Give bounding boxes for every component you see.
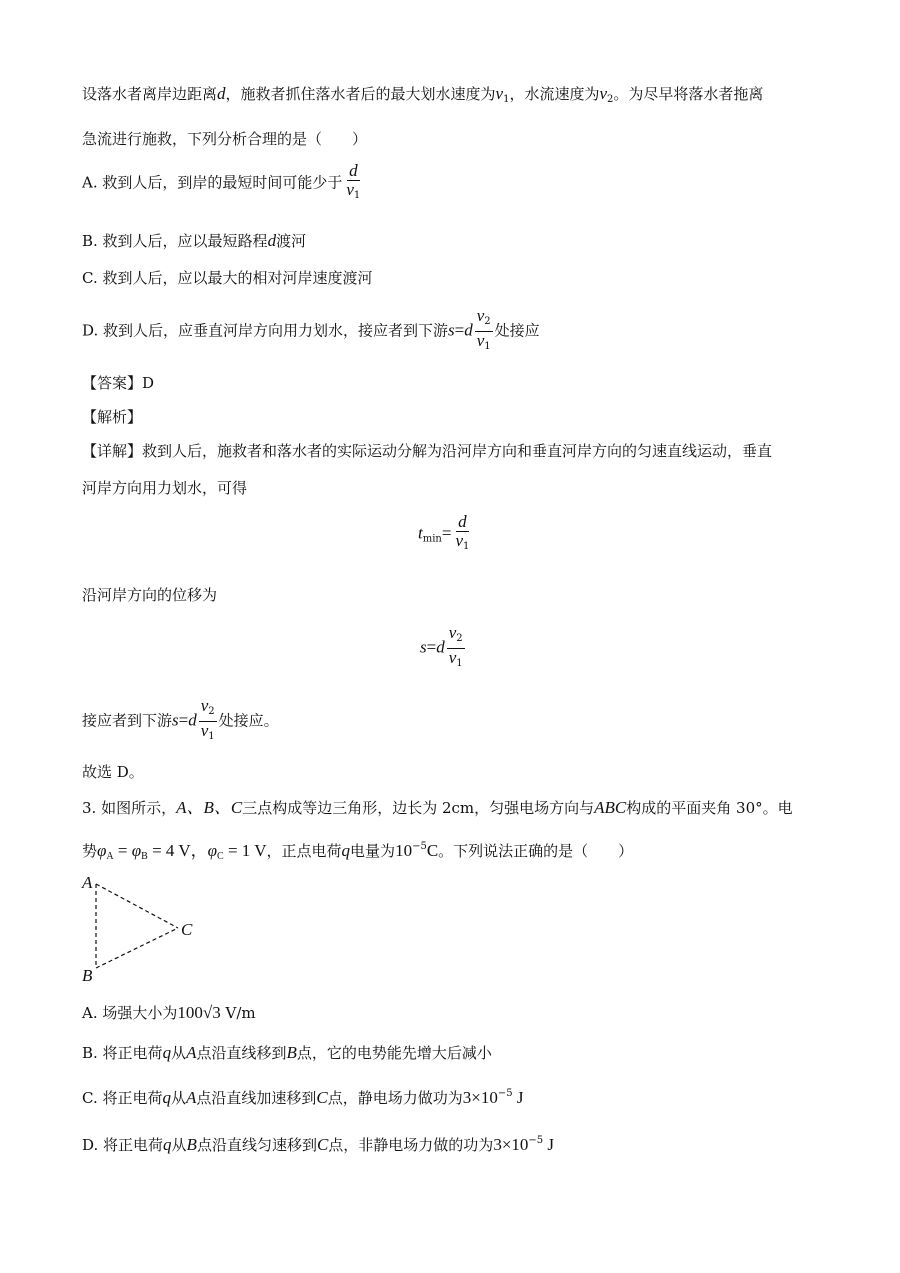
q2-receiver-line: 接应者到下游s=d $\frac{v_2}{v_1}$ 处接应。 bbox=[82, 696, 279, 742]
q2-displacement-text: 沿河岸方向的位移为 bbox=[82, 586, 218, 604]
q2-detail-line1: 【详解】救到人后，施救者和落水者的实际运动分解为沿河岸方向和垂直河岸方向的匀速直线运动，垂直 bbox=[82, 442, 773, 460]
q2-answer: 【答案】D bbox=[82, 374, 155, 392]
q2-analysis-label: 【解析】 bbox=[82, 408, 143, 426]
q2-option-b: B. 救到人后，应以最短路程d渡河 bbox=[82, 231, 307, 250]
q2-option-d: D. 救到人后，应垂直河岸方向用力划水，接应者到下游s=d $\frac{v_2}{v_1}$ 处接应 bbox=[82, 306, 540, 352]
vertex-label-b: B bbox=[82, 966, 93, 985]
q2-stem-line1: 设落水者离岸边距离d，施救者抓住落水者后的最大划水速度为$v_1$，水流速度为$v_2$。为尽早将落水者拖离 bbox=[82, 84, 764, 105]
q2-stem-line2: 急流进行施救，下列分析合理的是（ ） bbox=[82, 130, 368, 148]
side-bc bbox=[96, 928, 178, 968]
q3-option-b: B. 将正电荷q从A点沿直线移到B点，它的电势能先增大后减小 bbox=[82, 1043, 492, 1062]
q2-conclusion: 故选 D。 bbox=[82, 763, 144, 781]
q3-stem-line1: 3. 如图所示，A、B、C三点构成等边三角形，边长为 2cm，匀强电场方向与ABC构成的平面夹角 30°。电 bbox=[82, 798, 793, 817]
q2-displacement-equation: s=d $\frac{v_2}{v_1}$ bbox=[420, 623, 463, 669]
q3-option-d: D. 将正电荷q从B点沿直线匀速移到C点，非静电场力做的功为$3\times 10^{-5}$ J bbox=[82, 1135, 555, 1154]
q2-tmin-equation: $t_{min}=$ $\frac{d}{v_1}$ bbox=[418, 512, 470, 552]
side-ac bbox=[96, 884, 178, 928]
vertex-label-a: A bbox=[82, 873, 93, 892]
q3-option-a: A. 场强大小为100√3 V/m bbox=[82, 1003, 256, 1022]
q2-detail-line2: 河岸方向用力划水，可得 bbox=[82, 479, 248, 497]
q3-option-c: C. 将正电荷q从A点沿直线加速移到C点，静电场力做功为$3\times 10^{-5}$ J bbox=[82, 1088, 524, 1107]
vertex-label-c: C bbox=[181, 920, 193, 939]
q3-stem-line2: 势$\varphi_A = \varphi_B = 4$ V，$\varphi_C = 1$ V，正点电荷q电量为$10^{-5}C$。下列说法正确的是（ ） bbox=[82, 841, 634, 862]
q2-option-a: A. 救到人后，到岸的最短时间可能少于 $\frac{d}{v_1}$ bbox=[82, 161, 361, 201]
triangle-figure bbox=[78, 870, 208, 985]
q2-option-c: C. 救到人后，应以最大的相对河岸速度渡河 bbox=[82, 269, 373, 287]
